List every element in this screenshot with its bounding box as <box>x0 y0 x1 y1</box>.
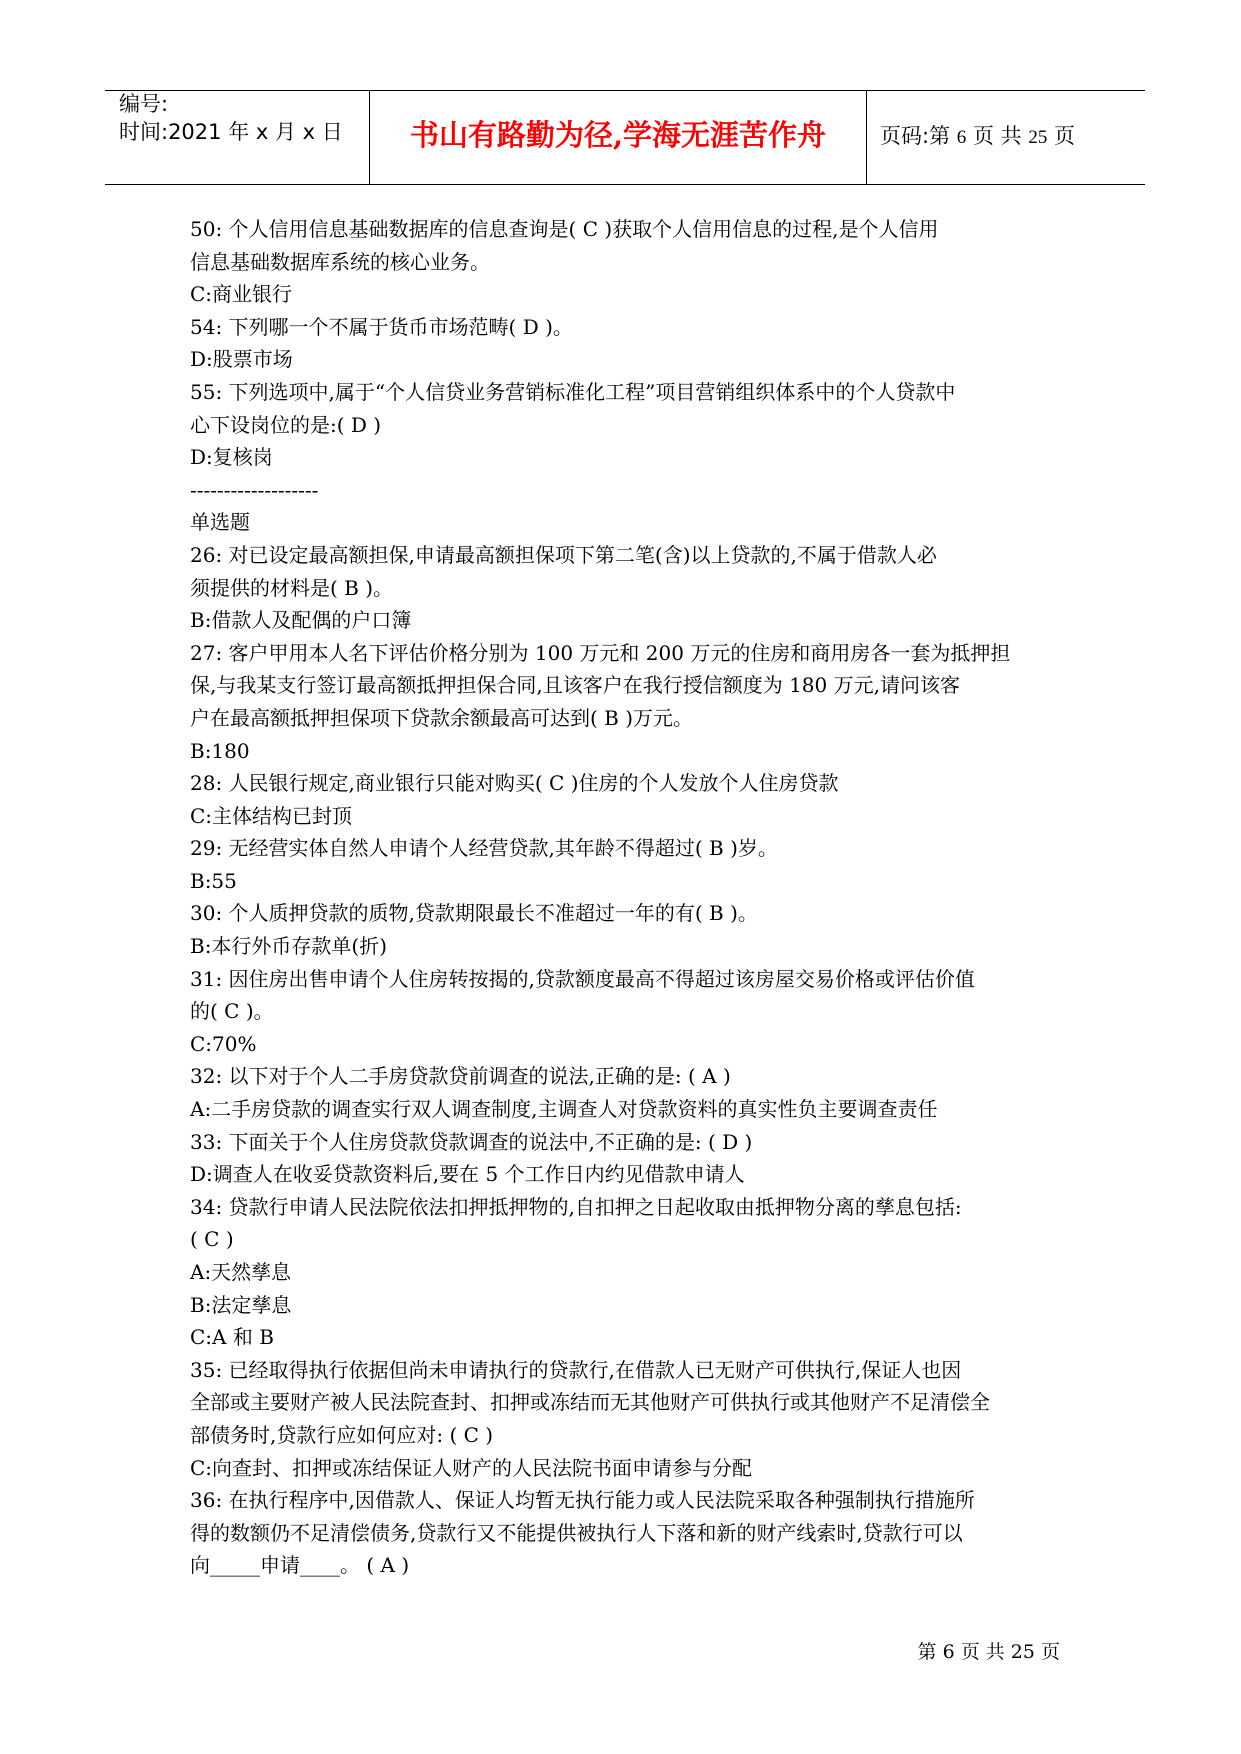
text-line: B:借款人及配偶的户口簿 <box>190 608 412 633</box>
text-line: 54: 下列哪一个不属于货币市场范畴( D )。 <box>190 314 573 339</box>
text-line: 34: 贷款行申请人民法院依法扣押抵押物的,自扣押之日起收取由抵押物分离的孳息包括: <box>190 1194 962 1219</box>
page-prefix: 页码:第 <box>880 124 951 148</box>
text-line: 28: 人民银行规定,商业银行只能对购买( C )住房的个人发放个人住房贷款 <box>190 771 839 796</box>
text-line: C:70% <box>190 1031 257 1056</box>
text-line: 心下设岗位的是:( D ) <box>190 412 382 437</box>
text-line: D:股票市场 <box>190 347 293 372</box>
footer-page-number: 第 6 页 共 25 页 <box>917 1641 1060 1663</box>
text-line: 向_____申请____。 ( A ) <box>190 1553 410 1578</box>
text-line: 全部或主要财产被人民法院查封、扣押或冻结而无其他财产可供执行或其他财产不足清偿全 <box>190 1390 990 1415</box>
text-line: 信息基础数据库系统的核心业务。 <box>190 249 490 274</box>
header-right-cell <box>866 91 1145 184</box>
text-line: 35: 已经取得执行依据但尚未申请执行的贷款行,在借款人已无财产可供执行,保证人也因 <box>190 1357 962 1382</box>
document-time-label: 时间:2021 年 x 月 x 日 <box>119 120 343 144</box>
section-heading: 单选题 <box>190 510 250 535</box>
text-line: 36: 在执行程序中,因借款人、保证人均暂无执行能力或人民法院采取各种强制执行措施所 <box>190 1488 975 1513</box>
text-line: 33: 下面关于个人住房贷款贷款调查的说法中,不正确的是: ( D ) <box>190 1129 753 1154</box>
text-line: C:向查封、扣押或冻结保证人财产的人民法院书面申请参与分配 <box>190 1455 753 1480</box>
page-mid: 页 共 <box>972 124 1022 148</box>
text-line: A:二手房贷款的调查实行双人调查制度,主调查人对贷款资料的真实性负主要调查责任 <box>190 1097 938 1122</box>
text-line: 30: 个人质押贷款的质物,贷款期限最长不准超过一年的有( B )。 <box>190 901 758 926</box>
text-line: 26: 对已设定最高额担保,申请最高额担保项下第二笔(含)以上贷款的,不属于借款人必 <box>190 542 937 567</box>
separator-line: ------------------- <box>190 477 319 502</box>
text-line: 须提供的材料是( B )。 <box>190 575 394 600</box>
text-line: D:调查人在收妥贷款资料后,要在 5 个工作日内约见借款申请人 <box>190 1162 745 1187</box>
header-page-indicator <box>880 123 1075 151</box>
text-line: 户在最高额抵押担保项下贷款余额最高可达到( B )万元。 <box>190 705 694 730</box>
text-line: B:法定孳息 <box>190 1292 292 1317</box>
text-line: A:天然孳息 <box>190 1260 292 1284</box>
page-current: 6 <box>956 127 967 148</box>
text-line: C:主体结构已封顶 <box>190 803 353 828</box>
header-left-cell <box>105 91 369 184</box>
text-line: C:A 和 B <box>190 1325 274 1350</box>
text-line: B:55 <box>190 868 237 893</box>
text-line: 部债务时,贷款行应如何应对: ( C ) <box>190 1422 494 1447</box>
text-line: 29: 无经营实体自然人申请个人经营贷款,其年龄不得超过( B )岁。 <box>190 836 778 861</box>
page-total: 25 <box>1028 127 1048 148</box>
header-middle-cell <box>369 91 867 184</box>
text-line: 27: 客户甲用本人名下评估价格分别为 100 万元和 200 万元的住房和商用房各一套为抵押担 <box>190 640 1011 665</box>
text-line: 50: 个人信用信息基础数据库的信息查询是( C )获取个人信用信息的过程,是个人信用 <box>190 217 939 241</box>
text-line: 得的数额仍不足清偿债务,贷款行又不能提供被执行人下落和新的财产线索时,贷款行可以 <box>190 1520 963 1545</box>
document-body <box>190 213 1070 1582</box>
text-line: 32: 以下对于个人二手房贷款贷前调查的说法,正确的是: ( A ) <box>190 1064 731 1089</box>
text-line: B:本行外币存款单(折) <box>190 934 388 959</box>
text-line: D:复核岗 <box>190 445 273 470</box>
text-line: C:商业银行 <box>190 282 293 307</box>
text-line: ( C ) <box>190 1227 234 1252</box>
header-motto: 书山有路勤为径,学海无涯苦作舟 <box>409 118 827 152</box>
header-table <box>105 90 1145 185</box>
page-suffix: 页 <box>1054 124 1076 148</box>
text-line: B:180 <box>190 738 250 763</box>
text-line: 31: 因住房出售申请个人住房转按揭的,贷款额度最高不得超过该房屋交易价格或评估价值 <box>190 966 975 991</box>
document-number-label: 编号: <box>119 92 169 116</box>
text-line: 保,与我某支行签订最高额抵押担保合同,且该客户在我行授信额度为 180 万元,请问该客 <box>190 673 960 698</box>
text-line: 55: 下列选项中,属于“个人信贷业务营销标准化工程”项目营销组织体系中的个人贷款中 <box>190 379 956 404</box>
text-line: 的( C )。 <box>190 999 274 1024</box>
